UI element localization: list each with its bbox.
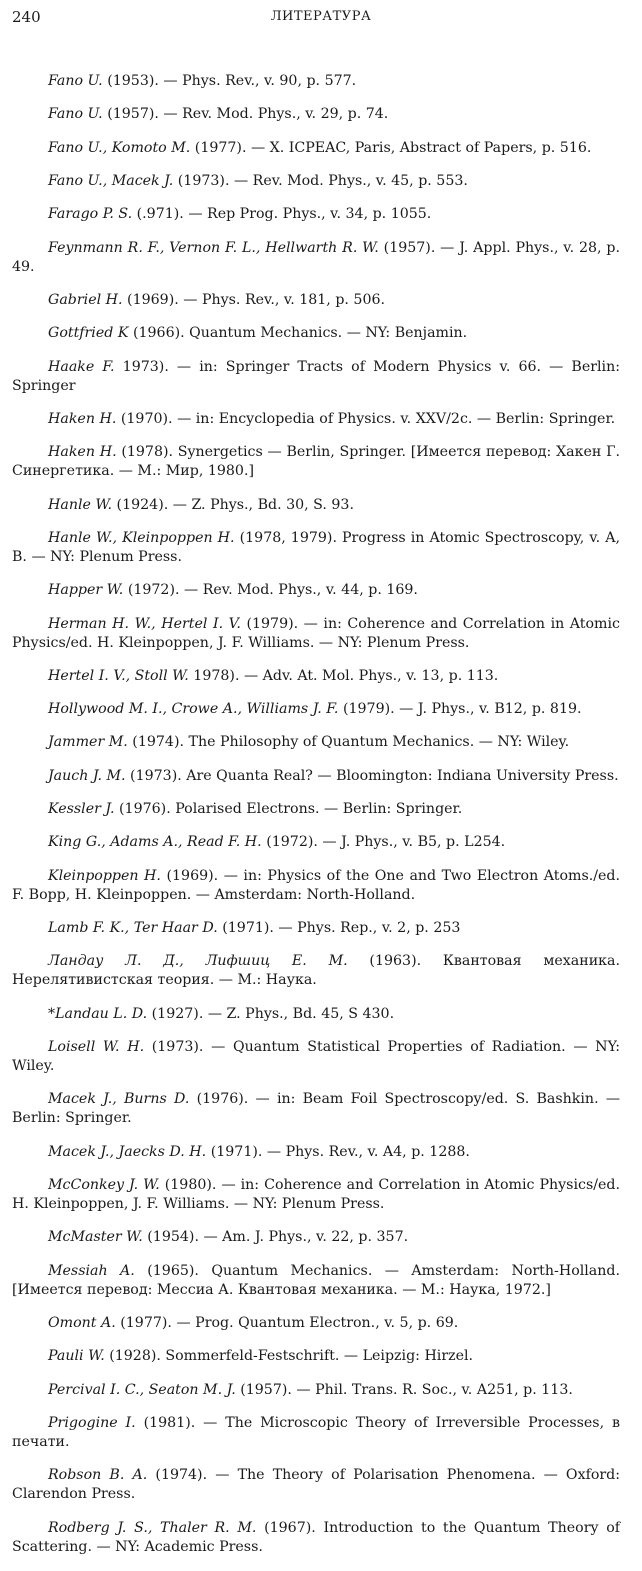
reference-details: (1971). — Phys. Rev., v. A4, p. 1288. [210, 1143, 470, 1160]
reference-authors: Hanle W. [48, 496, 113, 513]
reference-authors: Prigogine I. [48, 1414, 136, 1431]
reference-authors: King G., Adams A., Read F. H. [48, 834, 262, 851]
reference-entry [12, 1090, 620, 1128]
reference-details: (1973). — Rev. Mod. Phys., v. 45, p. 553. [177, 173, 468, 190]
reference-details: (1972). — J. Phys., v. B5, p. L254. [266, 834, 506, 851]
reference-entry [12, 733, 620, 752]
reference-entry [12, 443, 620, 481]
reference-details: (1980). — in: Coherence and Correlation in Atomic Physics/ed. H. Kleinpoppen, J. F. Williams. — NY: Plenum Press. [12, 1176, 620, 1212]
reference-details: (1928). Sommerfeld-Festschrift. — Leipzig: Hirzel. [109, 1348, 474, 1365]
reference-details: (1976). Polarised Electrons. — Berlin: Springer. [119, 801, 463, 817]
reference-details: (1967). Introduction to the Quantum Theory of Scattering. — NY: Academic Press. [12, 1519, 620, 1555]
reference-details: (1981). — The Microscopic Theory of Irreversible Processes, в печати. [12, 1414, 620, 1450]
reference-entry [12, 72, 620, 91]
reference-list [12, 58, 620, 1571]
reference-entry [12, 239, 620, 277]
reference-authors: Farago P. S. [48, 206, 133, 223]
reference-details: (1963). Квантовая механика. Нерелятивистская теория. — М.: Наука. [12, 953, 620, 989]
reference-details: (1953). — Phys. Rev., v. 90, p. 577. [107, 73, 357, 90]
reference-authors: Macek J., Burns D. [48, 1091, 190, 1108]
reference-details: 1978). — Adv. At. Mol. Phys., v. 13, p. 113. [193, 667, 499, 684]
reference-details: (1979). — in: Coherence and Correlation in Atomic Physics/ed. H. Kleinpoppen, J. F. Williams. — NY: Plenum Press. [12, 615, 620, 651]
reference-details: (1957). — Rev. Mod. Phys., v. 29, p. 74. [107, 106, 389, 123]
reference-details: (1978). Synergetics — Berlin, Springer. [Имеется перевод: Хакен Г. Синергетика. — М.: Мир, 1980.] [12, 444, 620, 480]
reference-entry [12, 324, 620, 343]
reference-authors: Rodberg J. S., Thaler R. M. [48, 1519, 257, 1536]
reference-details: (1966). Quantum Mechanics. — NY: Benjamin. [132, 325, 468, 342]
reference-entry [12, 800, 620, 819]
reference-details: (.971). — Rep Prog. Phys., v. 34, p. 1055. [136, 206, 432, 223]
reference-entry [12, 1314, 620, 1333]
reference-authors: Kessler J. [48, 801, 115, 817]
reference-authors: Hollywood M. I., Crowe A., Williams J. F. [48, 701, 339, 718]
reference-details: (1977). — Prog. Quantum Electron., v. 5, p. 69. [120, 1314, 459, 1331]
reference-authors: Haake F. [48, 358, 115, 375]
reference-authors: Percival I. C., Seaton M. J. [48, 1381, 236, 1398]
reference-details: (1954). — Am. J. Phys., v. 22, p. 357. [147, 1229, 409, 1246]
reference-authors: Happer W. [48, 582, 124, 599]
reference-authors: Robson B. A. [48, 1467, 148, 1484]
reference-details: (1978, 1979). Progress in Atomic Spectroscopy, v. A, B. — NY: Plenum Press. [12, 529, 620, 565]
reference-details: (1927). — Z. Phys., Bd. 45, S 430. [151, 1005, 395, 1022]
reference-authors: *Landau L. D. [48, 1005, 148, 1022]
page-number: 240 [12, 8, 41, 26]
running-title: ЛИТЕРАТУРА [270, 9, 372, 24]
reference-entry [12, 919, 620, 938]
reference-entry [12, 529, 620, 567]
reference-entry [12, 1347, 620, 1366]
reference-entry [12, 496, 620, 515]
reference-details: (1976). — in: Beam Foil Spectroscopy/ed. S. Bashkin. — Berlin: Springer. [12, 1091, 621, 1127]
reference-entry [12, 867, 620, 905]
reference-authors: Fano U. [48, 106, 103, 123]
reference-entry [12, 205, 620, 224]
reference-details: (1977). — X. ICPEAC, Paris, Abstract of Papers, p. 516. [194, 139, 592, 156]
reference-details: (1924). — Z. Phys., Bd. 30, S. 93. [116, 496, 354, 513]
reference-authors: Haken H. [48, 410, 117, 427]
reference-entry [12, 1143, 620, 1162]
reference-details: (1974). — The Theory of Polarisation Phenomena. — Oxford: Clarendon Press. [12, 1467, 621, 1503]
reference-details: (1965). Quantum Mechanics. — Amsterdam: North-Holland. [Имеется перевод: Мессиа А. Квантовая механика. — М.: Наука, 1972.] [12, 1262, 620, 1298]
reference-details: (1971). — Phys. Rep., v. 2, p. 253 [222, 919, 461, 936]
reference-details: (1957). — J. Appl. Phys., v. 28, p. 49. [12, 239, 620, 275]
reference-authors: Lamb F. K., Ter Haar D. [48, 919, 218, 936]
reference-entry [12, 1414, 620, 1452]
reference-entry [12, 700, 620, 719]
reference-entry [12, 615, 620, 653]
reference-details: (1970). — in: Encyclopedia of Physics. v. XXV/2c. — Berlin: Springer. [120, 410, 616, 427]
reference-authors: Kleinpoppen H. [48, 867, 161, 884]
reference-entry [12, 105, 620, 124]
reference-entry [12, 1005, 620, 1024]
reference-details: (1973). Are Quanta Real? — Bloomington: Indiana University Press. [130, 767, 619, 784]
reference-authors: McConkey J. W. [48, 1176, 160, 1193]
reference-entry [12, 1519, 620, 1557]
reference-authors: Gabriel H. [48, 291, 123, 308]
reference-entry [12, 172, 620, 191]
reference-entry [12, 952, 620, 990]
reference-authors: McMaster W. [48, 1229, 143, 1246]
reference-entry [12, 358, 620, 396]
reference-authors: Fano U., Macek J. [48, 173, 174, 190]
reference-entry [12, 1038, 620, 1076]
reference-entry [12, 833, 620, 852]
reference-entry [12, 139, 620, 158]
reference-authors: Haken H. [48, 444, 117, 461]
reference-details: (1979). — J. Phys., v. B12, p. 819. [342, 701, 582, 718]
reference-details: (1969). — in: Physics of the One and Two Electron Atoms./ed. F. Bopp, H. Kleinpoppen. — Amsterdam: North-Holland. [12, 867, 620, 903]
reference-authors: Pauli W. [48, 1348, 105, 1365]
reference-entry [12, 1176, 620, 1214]
reference-authors: Feynmann R. F., Vernon F. L., Hellwarth R. W. [48, 239, 379, 256]
reference-entry [12, 1381, 620, 1400]
reference-entry [12, 1228, 620, 1247]
reference-entry [12, 291, 620, 310]
reference-details: (1957). — Phil. Trans. R. Soc., v. A251, p. 113. [240, 1381, 573, 1398]
reference-authors: Hanle W., Kleinpoppen H. [48, 529, 235, 546]
reference-details: 1973). — in: Springer Tracts of Modern Physics v. 66. — Berlin: Springer [12, 358, 621, 394]
reference-authors: Herman H. W., Hertel I. V. [48, 615, 241, 632]
reference-authors: Fano U., Komoto M. [48, 139, 191, 156]
reference-entry [12, 1466, 620, 1504]
page-header [12, 8, 630, 30]
reference-authors: Loisell W. H. [48, 1038, 145, 1055]
reference-authors: Jammer M. [48, 734, 128, 751]
reference-entry [12, 410, 620, 429]
reference-details: (1969). — Phys. Rev., v. 181, p. 506. [127, 291, 386, 308]
reference-authors: Messiah A. [48, 1262, 135, 1279]
reference-authors: Gottfried K [48, 325, 129, 342]
reference-entry [12, 767, 620, 786]
reference-details: (1974). The Philosophy of Quantum Mechanics. — NY: Wiley. [132, 734, 570, 751]
reference-authors: Macek J., Jaecks D. H. [48, 1143, 207, 1160]
reference-entry [12, 581, 620, 600]
reference-entry [12, 667, 620, 686]
reference-details: (1973). — Quantum Statistical Properties of Radiation. — NY: Wiley. [12, 1038, 620, 1074]
reference-authors: Omont A. [48, 1314, 116, 1331]
reference-details: (1972). — Rev. Mod. Phys., v. 44, p. 169. [127, 582, 418, 599]
reference-authors: Jauch J. M. [48, 767, 126, 784]
reference-authors: Fano U. [48, 73, 103, 90]
reference-entry [12, 1262, 620, 1300]
reference-authors: Hertel I. V., Stoll W. [48, 667, 189, 684]
reference-authors: Ландау Л. Д., Лифшиц Е. М. [48, 953, 348, 970]
